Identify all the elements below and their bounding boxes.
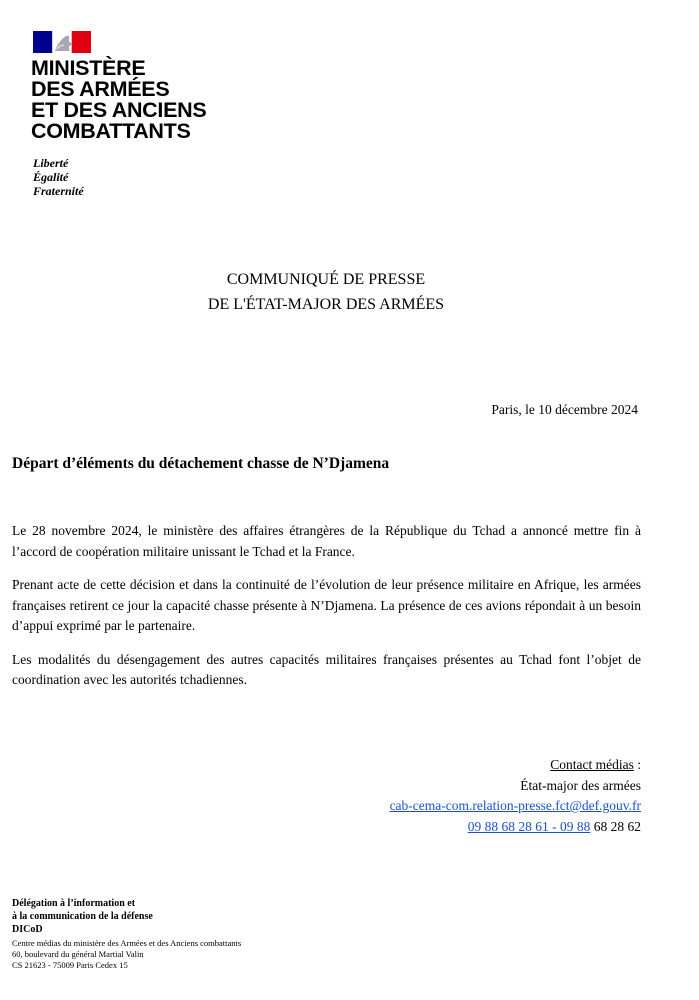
motto-line: Égalité — [33, 170, 69, 184]
footer-address — [12, 938, 241, 971]
title-line-2: DE L'ÉTAT-MAJOR DES ARMÉES — [207, 296, 445, 313]
contact-colon: : — [633, 757, 641, 772]
footer-organization — [12, 897, 153, 936]
motto-line: Liberté — [33, 156, 69, 170]
ministry-line: COMBATTANTS — [31, 119, 191, 143]
footer-address-line: 60, boulevard du général Martial Valin — [12, 949, 144, 959]
ministry-line: ET DES ANCIENS — [31, 98, 207, 122]
footer-bold-line: Délégation à l’information et — [12, 898, 136, 909]
contact-phone-rest: 68 28 62 — [590, 818, 641, 834]
footer-bold-line: à la communication de la défense — [12, 911, 153, 922]
footer-address-line: CS 21623 - 75009 Paris Cedex 15 — [12, 960, 128, 970]
marianne-flag-logo — [33, 31, 91, 53]
contact-org: État-major des armées — [520, 777, 641, 793]
headline: Départ d’éléments du détachement chasse de N’Djamena — [12, 455, 390, 472]
footer-bold-line: DICoD — [12, 924, 43, 935]
republic-motto — [33, 156, 84, 198]
footer-address-line: Centre médias du ministère des Armées et des Anciens combattants — [12, 938, 242, 948]
body-text — [12, 521, 641, 704]
title-line-1: COMMUNIQUÉ DE PRESSE — [226, 271, 426, 288]
media-contact — [390, 755, 641, 837]
contact-phone-link[interactable]: 09 88 68 28 61 - 09 88 — [467, 818, 591, 834]
ministry-line: MINISTÈRE — [31, 56, 146, 80]
date-line: Paris, le 10 décembre 2024 — [491, 402, 638, 417]
ministry-line: DES ARMÉES — [31, 77, 170, 101]
paragraph: Prenant acte de cette décision et dans la continuité de l’évolution de leur présence militaire en Afrique, les armées françaises retirent ce jour la capacité chasse présente à N’Djamena. La présence de ces avions répondait à un besoin d’appui exprimé par le partenaire. — [12, 577, 641, 633]
ministry-name — [31, 58, 291, 142]
contact-email-link[interactable]: cab-cema-com.relation-presse.fct@def.gouv.fr — [389, 798, 641, 813]
contact-label: Contact médias — [550, 757, 634, 772]
contact-phone-line — [390, 817, 641, 838]
contact-label-line — [390, 755, 641, 776]
paragraph: Le 28 novembre 2024, le ministère des affaires étrangères de la République du Tchad a annoncé mettre fin à l’accord de coopération militaire unissant le Tchad et la France. — [12, 523, 641, 559]
motto-line: Fraternité — [33, 184, 84, 198]
paragraph: Les modalités du désengagement des autres capacités militaires françaises présentes au Tchad font l’objet de coordination avec les autorités tchadiennes. — [12, 651, 641, 687]
press-release-title — [0, 267, 652, 317]
